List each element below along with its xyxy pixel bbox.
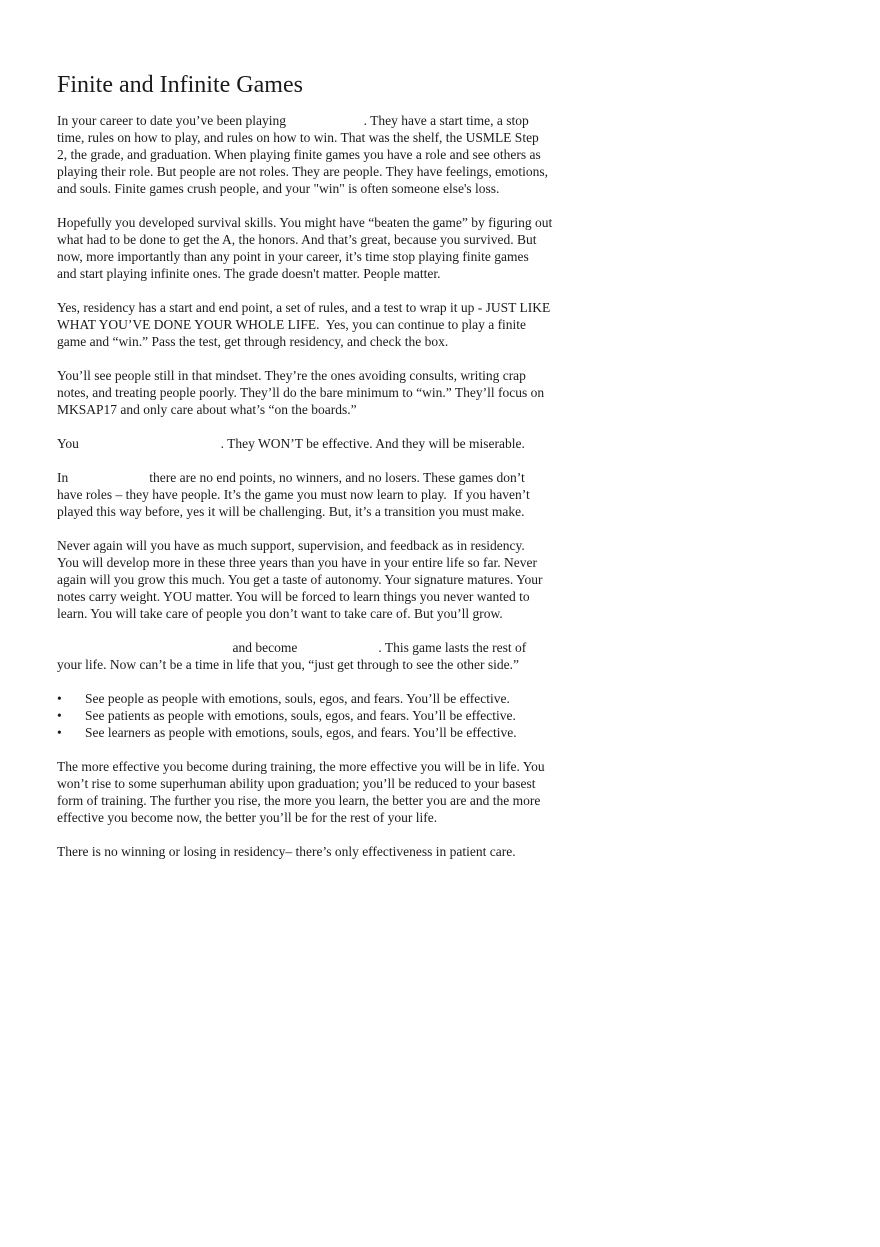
paragraph: [57, 112, 548, 197]
text-line: notes carry weight. YOU matter. You will be forced to learn things you never wanted to: [57, 589, 530, 604]
text-line: effective you become now, the better you’ll be for the rest of your life.: [57, 810, 438, 825]
text-line: learn. You will take care of people you don’t want to take care of. But you’ll grow.: [57, 606, 503, 621]
text-line: won’t rise to some superhuman ability upon graduation; you’ll be reduced to your basest: [57, 776, 536, 791]
paragraph: [57, 639, 526, 673]
text-line: and souls. Finite games crush people, and your "win" is often someone else's loss.: [57, 181, 500, 196]
text-line: time, rules on how to play, and rules on how to win. That was the shelf, the USMLE Step: [57, 130, 539, 145]
bullet-list: [57, 690, 517, 741]
text-line: now, more importantly than any point in your career, it’s time stop playing finite games: [57, 249, 529, 264]
text-line: your life. Now can’t be a time in life that you, “just get through to see the other side.”: [57, 657, 519, 672]
text-line: You’ll see people still in that mindset. They’re the ones avoiding consults, writing crap: [57, 368, 526, 383]
list-item: [57, 724, 517, 741]
text-line: notes, and treating people poorly. They’ll do the bare minimum to “win.” They’ll focus on: [57, 385, 545, 400]
list-item: [57, 690, 510, 707]
text-line: playing their role. But people are not roles. They are people. They have feelings, emotions,: [57, 164, 548, 179]
paragraph: [57, 367, 544, 418]
text-line: You . They WON’T be effective. And they will be miserable.: [57, 436, 525, 451]
text-line: There is no winning or losing in residency– there’s only effectiveness in patient care.: [57, 844, 516, 859]
text-line: and become . This game lasts the rest of: [57, 640, 527, 655]
text-line: played this way before, yes it will be challenging. But, it’s a transition you must make.: [57, 504, 525, 519]
text-line: form of training. The further you rise, the more you learn, the better you are and the more: [57, 793, 541, 808]
text-line: what had to be done to get the A, the honors. And that’s great, because you survived. But: [57, 232, 537, 247]
text-line: Never again will you have as much support, supervision, and feedback as in residency.: [57, 538, 525, 553]
text-line: In there are no end points, no winners, and no losers. These games don’t: [57, 470, 525, 485]
list-item-text: See patients as people with emotions, souls, egos, and fears. You’ll be effective.: [85, 708, 516, 723]
paragraph: [57, 758, 545, 826]
bullet-icon: •: [57, 708, 62, 723]
text-line: In your career to date you’ve been playing . They have a start time, a stop: [57, 113, 529, 128]
paragraph: [57, 299, 550, 350]
text-line: and start playing infinite ones. The grade doesn't matter. People matter.: [57, 266, 441, 281]
text-line: MKSAP17 and only care about what’s “on the boards.”: [57, 402, 357, 417]
text-line: WHAT YOU’VE DONE YOUR WHOLE LIFE. Yes, you can continue to play a finite: [57, 317, 527, 332]
text-line: again will you grow this much. You get a taste of autonomy. Your signature matures. Your: [57, 572, 543, 587]
bullet-icon: •: [57, 691, 62, 706]
text-line: The more effective you become during training, the more effective you will be in life. You: [57, 759, 545, 774]
paragraph: [57, 843, 516, 860]
paragraph: [57, 435, 525, 452]
text-line: have roles – they have people. It’s the game you must now learn to play. If you haven’t: [57, 487, 530, 502]
text-line: You will develop more in these three years than you have in your entire life so far. Never: [57, 555, 537, 570]
paragraph: [57, 469, 530, 520]
bullet-icon: •: [57, 725, 62, 740]
list-item: [57, 707, 516, 724]
text-line: 2, the grade, and graduation. When playing finite games you have a role and see others as: [57, 147, 541, 162]
list-item-text: See people as people with emotions, souls, egos, and fears. You’ll be effective.: [85, 691, 510, 706]
text-line: game and “win.” Pass the test, get through residency, and check the box.: [57, 334, 449, 349]
text-line: Hopefully you developed survival skills. You might have “beaten the game” by figuring out: [57, 215, 553, 230]
paragraph: [57, 214, 552, 282]
paragraph: [57, 537, 542, 622]
list-item-text: See learners as people with emotions, souls, egos, and fears. You’ll be effective.: [85, 725, 517, 740]
text-line: Yes, residency has a start and end point, a set of rules, and a test to wrap it up - JUST LIKE: [57, 300, 551, 315]
page-title: Finite and Infinite Games: [57, 72, 303, 98]
